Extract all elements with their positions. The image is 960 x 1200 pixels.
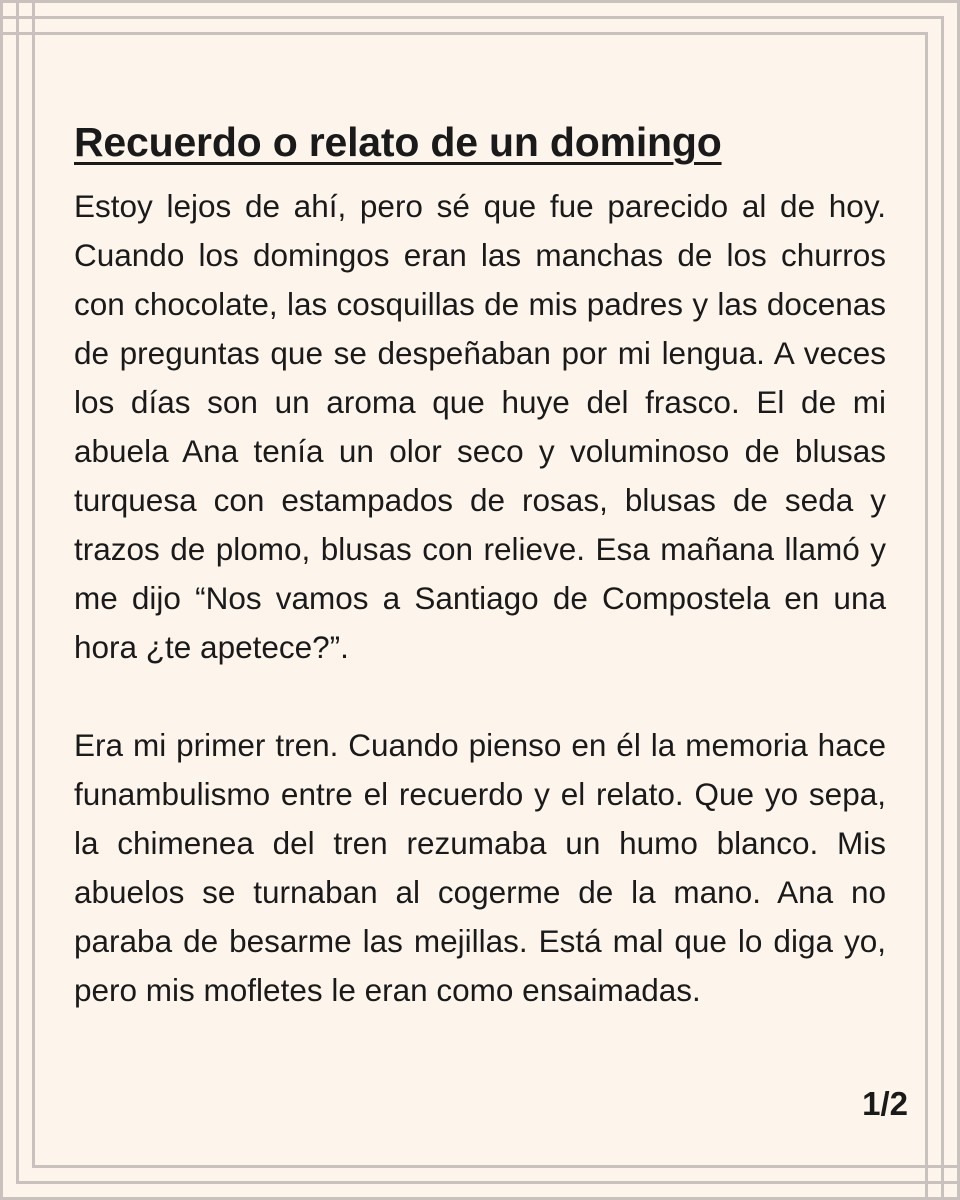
page-indicator: 1/2 (862, 1085, 908, 1122)
corner-line-bottom-right-v2 (925, 1140, 928, 1200)
corner-line-top-left-h (0, 16, 60, 19)
paragraph-1: Estoy lejos de ahí, pero sé que fue parecido al de hoy. Cuando los domingos eran las manchas de los churros con chocolate, las cosquillas de mis padres y las docenas de preguntas que se despeñaban por mi lengua. A veces los días son un aroma que huye del frasco. El de mi abuela Ana tenía un olor seco y voluminoso de blusas turquesa con estampados de rosas, blusas de seda y trazos de plomo, blusas con relieve. Esa mañana llamó y me dijo “Nos vamos a Santiago de Compostela en una hora ¿te apetece?”. (74, 188, 886, 665)
corner-line-bottom-right-h (900, 1181, 960, 1184)
corner-line-top-left-v2 (32, 0, 35, 60)
corner-line-top-left-v (16, 0, 19, 60)
corner-line-top-left-h2 (0, 32, 60, 35)
paragraph-2: Era mi primer tren. Cuando pienso en él la memoria hace funambulismo entre el recuerdo y el relato. Que yo sepa, la chimenea del tren rezumaba un humo blanco. Mis abuelos se turnaban al cogerme de la mano. Ana no paraba de besarme las mejillas. Está mal que lo diga yo, pero mis mofletes le eran como ensaimadas. (74, 727, 886, 1008)
corner-line-bottom-right-v (941, 1140, 944, 1200)
document-title: Recuerdo o relato de un domingo (74, 119, 722, 165)
document-body (74, 112, 886, 1015)
corner-line-bottom-right-h2 (900, 1165, 960, 1168)
